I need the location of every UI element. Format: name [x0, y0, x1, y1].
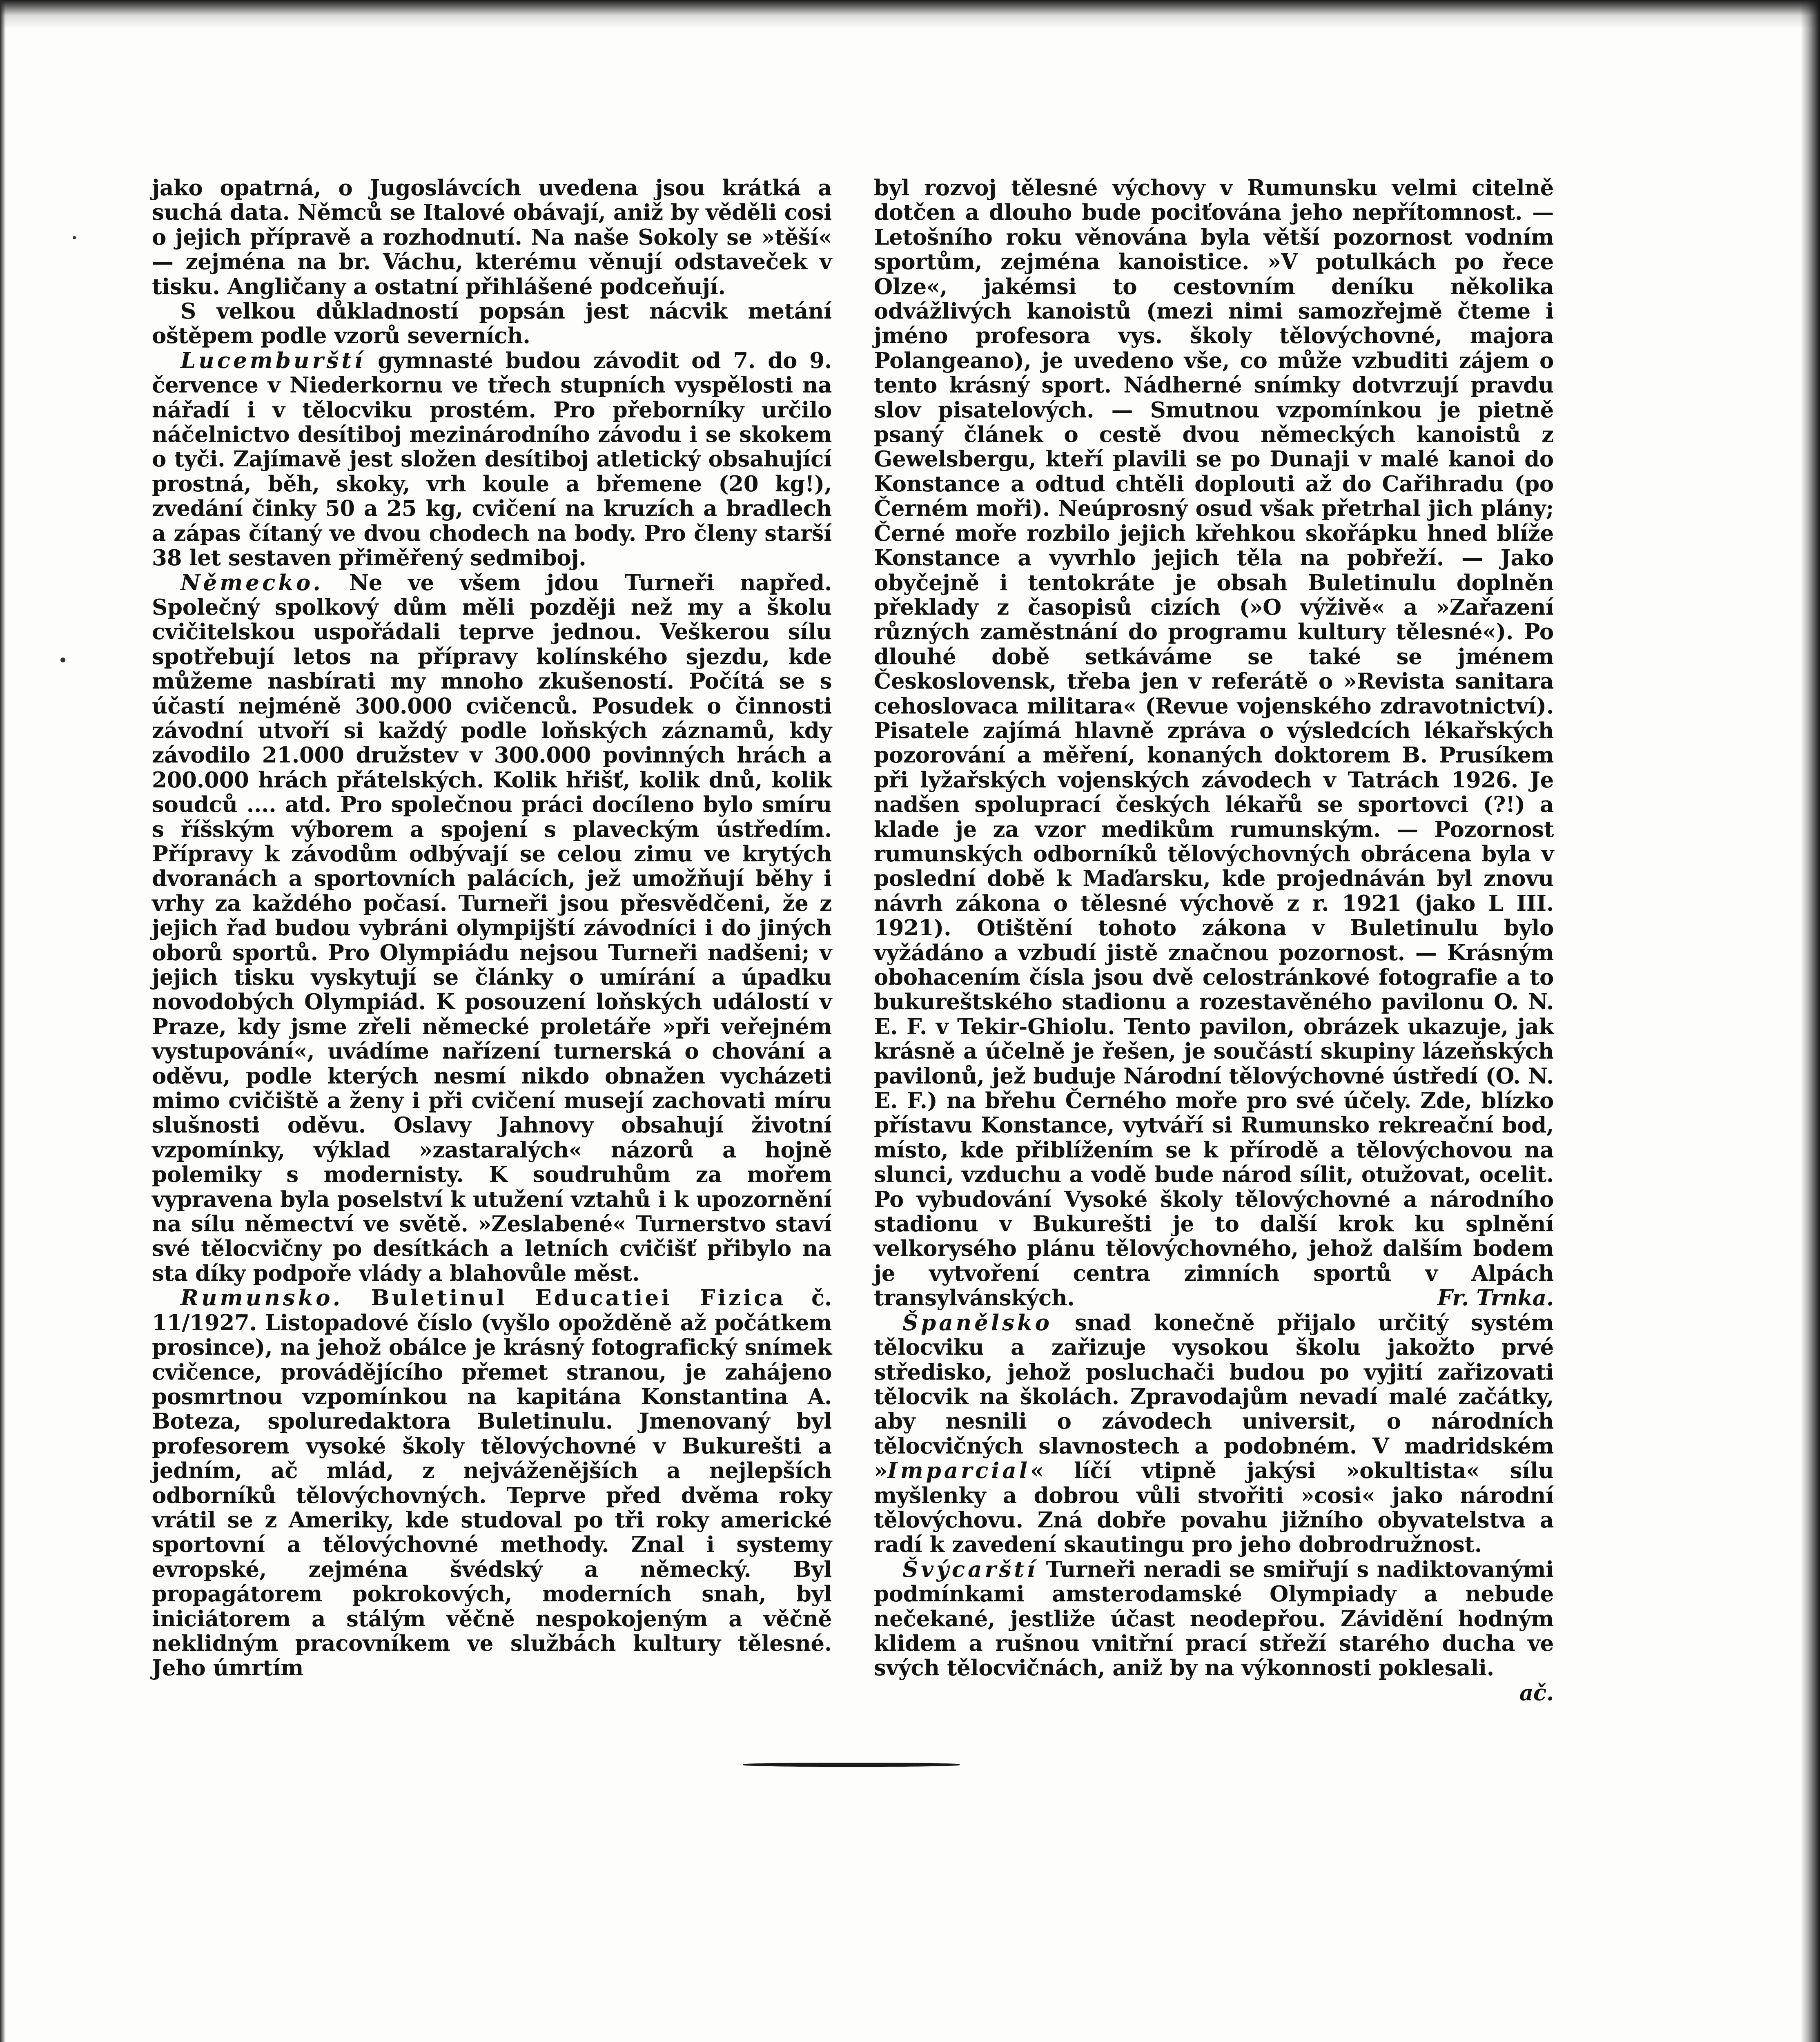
- scan-speck: [73, 236, 76, 239]
- paragraph-romania-continued-text: byl rozvoj tělesné výchovy v Rumunsku velmi citelně dotčen a dlouho bude pociťována jeho nepřítomnost. — Letošního roku věnována byla větší pozornost vodním sportům, zejména kanoistice. »V potulkách po řece Olze«, jakémsi to cestovním deníku několika odvážlivých kanoistů (mezi nimi samozřejmě čteme i jméno profesora vys. školy tělovýchovné, majora Polangeano), je uvedeno vše, co může vzbuditi zájem o tento krásný sport. Nádherné snímky dotvrzují pravdu slov pisatelových. — Smutnou vzpomínkou je pietně psaný článek o cestě dvou německých kanoistů z Gewelsbergu, kteří plavili se po Dunaji v malé kanoi do Konstance a odtud chtěli doplouti až do Cařihradu (po Černém moři). Neúprosný osud však přetrhal jich plány; Černé moře rozbilo jejich křehkou skořápku hned blíže Konstance a vyvrhlo jejich těla na pobřeží. — Jako obyčejně i tentokráte je obsah Buletinulu doplněn překlady z časopisů cizích (»O výživě« a »Zařazení různých zaměstnání do programu kultury tělesné«). Po dlouhé době setkáváme se také se jménem Československ, třeba jen v referátě o »Revista sanitara cehoslovaca militara« (Revue vojenského zdravotnictví). Pisatele zajímá hlavně zpráva o výsledcích lékařských pozorování a měření, konaných doktorem B. Prusíkem při lyžařských vojenských závodech v Tatrách 1926. Je nadšen spoluprací českých lékařů se sportovci (?!) a klade je za vzor medikům rumunským. — Pozornost rumunských odborníků tělovýchovných obrácena byla v poslední době k Maďarsku, kde projednáván byl znovu návrh zákona o tělesné výchově z r. 1921 (jako L III. 1921). Otištění tohoto zákona v Buletinulu bylo vyžádáno a vzbudí jistě značnou pozornost. — Krásným obohacením čísla jsou dvě celostránkové fotografie a to bukureštského stadionu a rozestavěného pavilonu O. N. E. F. v Tekir-Ghiolu. Tento pavilon, obrázek ukazuje, jak krásně a účelně je řešen, je součástí skupiny lázeňských pavilonů, jež buduje Národní tělovýchovné ústředí (O. N. E. F.) na břehu Černého moře pro své účely. Zde, blízko přístavu Konstance, vytváří si Rumunsko rekreační bod, místo, kde přiblížením se k přírodě a tělovýchovou na slunci, vzduchu a vodě bude národ sílit, otužovat, ocelit. Po vybudování Vysoké školy tělovýchovné a národního stadionu v Bukurešti je to další krok ku splnění velkorysého plánu tělovýchovného, jehož dalším bodem je vytvoření centra zimních sportů v Alpách transylvánských.: [874, 175, 1554, 1311]
- paragraph-romania-continued: [874, 176, 1554, 1311]
- left-column: [152, 176, 832, 1681]
- paragraph-romania: [152, 1286, 832, 1681]
- section-lead-germany: Německo.: [180, 570, 323, 595]
- paragraph-luxembourg-text: gymnasté budou závodit od 7. do 9. července v Niederkornu ve třech stupních vyspělosti na nářadí i v tělocviku prostém. Pro přeborníky určilo náčelnictvo desítiboj mezinárodního závodu i se skokem o tyči. Zajímavě jest složen desítiboj atletický obsahující prostná, běh, skoky, vrh koule a břemene (20 kg!), zvedání činky 50 a 25 kg, cvičení na kruzích a bradlech a zápas čítaný ve dvou chodech na body. Pro členy starší 38 let sestaven přiměřený sedmiboj.: [152, 348, 832, 571]
- scan-edge-left: [0, 0, 6, 2042]
- paragraph-germany-text: Ne ve všem jdou Turneři napřed. Společný spolkový dům měli později než my a školu cvičitelskou uspořádali teprve jednou. Veškerou sílu spotřebují letos na přípravy kolínského sjezdu, kde můžeme nasbírati my mnoho zkušeností. Počítá se s účastí nejméně 300.000 cvičenců. Posudek o činnosti závodní utvoří si každý podle loňských záznamů, kdy závodilo 21.000 družstev v 300.000 povinných hrách a 200.000 hrách přátelských. Kolik hřišť, kolik dnů, kolik soudců .... atd. Pro společnou práci docíleno bylo smíru s říšským výborem a spojení s plaveckým ústředím. Přípravy k závodům odbývají se celou zimu ve krytých dvoranách a sportovních palácích, jež umožňují běhy i vrhy za každého počasí. Turneři jsou přesvědčeni, že z jejich řad budou vybráni olympijští závodníci i do jiných oborů sportů. Pro Olympiádu nejsou Turneři nadšeni; v jejich tisku vyskytují se články o umírání a úpadku novodobých Olympiád. K posouzení loňských událostí v Praze, kdy jsme zřeli německé proletáře »při veřejném vystupování«, uvádíme nařízení turnerská o chování a oděvu, podle kterých nesmí nikdo obnažen vycházeti mimo cvičiště a ženy i při cvičení musejí zachovati míru slušnosti oděvu. Oslavy Jahnovy obsahují životní vzpomínky, výklad »zastaralých« názorů a hojně polemiky s modernisty. K soudruhům za mořem vypravena byla poselství k utužení vztahů i k upozornění na sílu němectví ve světě. »Zeslabené« Turnerstvo staví své tělocvičny po desítkách a letních cvičišť přibylo na sta díky podpoře vlády a blahovůle měst.: [152, 570, 832, 1286]
- section-lead-spain: Španělsko: [902, 1310, 1052, 1335]
- paragraph-switzerland: [874, 1556, 1554, 1705]
- paragraph-spain-text-end: « líčí vtipně jakýsi »okultista« sílu myšlenky a dobrou vůli stvořiti »cosi« jako národní tělovýchovu. Zná dobře povahu jižního obyvatelstva a radí k zavedení skautingu pro jeho dobrodružnost.: [874, 1458, 1554, 1558]
- section-lead-luxembourg: Lucemburští: [180, 348, 365, 373]
- newspaper-title: Imparcial: [887, 1458, 1030, 1484]
- paragraph-romania-text: č. 11/1927. Listopadové číslo (vyšlo opožděně až počátkem prosince), na jehož obálce je krásný fotografický snímek cvičence, provádějícího přemet stranou, je zahájeno posmrtnou vzpomínkou na kapitána Konstantina A. Boteza, spoluredaktora Buletinulu. Jmenovaný byl profesorem vysoké školy tělovýchovné v Bukurešti a jedním, ač mlád, z nejváženějších a nejlepších odborníků tělovýchovných. Teprve před dvěma roky vrátil se z Ameriky, kde studoval po tři roky americké sportovní a tělovýchovné methody. Znal i systemy evropské, zejména švédský a německý. Byl propagátorem pokrokových, moderních snah, byl iniciátorem a stálým věčně nespokojeným a věčně neklidným pracovníkem ve službách kultury tělesné. Jeho úmrtím: [152, 1285, 832, 1681]
- scan-edge-top: [0, 0, 1820, 29]
- paragraph-spain: [874, 1311, 1554, 1557]
- author-initials: ač.: [1519, 1680, 1554, 1705]
- right-column: [874, 176, 1554, 1705]
- scan-speck: [60, 658, 65, 662]
- paragraph-germany: [152, 571, 832, 1286]
- paragraph-spain-text: snad konečně přijalo určitý systém tělocviku a zařizuje vysokou školu jakožto prvé středisko, jehož posluchači budou po vyjití zařizovati tělocvik na školách. Zpravodajům nevadí malé začátky, aby nesnili o závodech universit, o národních tělocvičných slavnostech a podobném. V madridském »: [874, 1310, 1554, 1484]
- periodical-title: Buletinul Educatiei Fizica: [343, 1285, 786, 1311]
- paragraph-luxembourg: [152, 348, 832, 571]
- section-divider-rule: [743, 1763, 960, 1767]
- section-lead-romania: Rumunsko.: [180, 1285, 343, 1311]
- paragraph-switzerland-text: Turneři neradi se smiřují s nadiktovanými podmínkami amsterodamské Olympiady a nebude nečekané, jestliže účast neodepřou. Závidění hodným klidem a rušnou vnitřní prací střeží starého ducha ve svých tělocvičnách, aniž by na výkonnosti poklesali.: [874, 1556, 1554, 1681]
- section-lead-switzerland: Švýcarští: [902, 1556, 1038, 1582]
- author-signature: Fr. Trnka.: [1437, 1285, 1554, 1311]
- scan-edge-right: [1800, 0, 1820, 2042]
- paragraph-intro: jako opatrná, o Jugoslávcích uvedena jsou krátká a suchá data. Němců se Italové obávají, aniž by věděli cosi o jejich přípravě a rozhodnutí. Na naše Sokoly se »těší« — zejména na br. Váchu, kterému věnují odstaveček v tisku. Angličany a ostatní přihlášené podceňují.: [152, 175, 832, 299]
- paragraph-javelin: S velkou důkladností popsán jest nácvik metání oštěpem podle vzorů severních.: [152, 299, 832, 349]
